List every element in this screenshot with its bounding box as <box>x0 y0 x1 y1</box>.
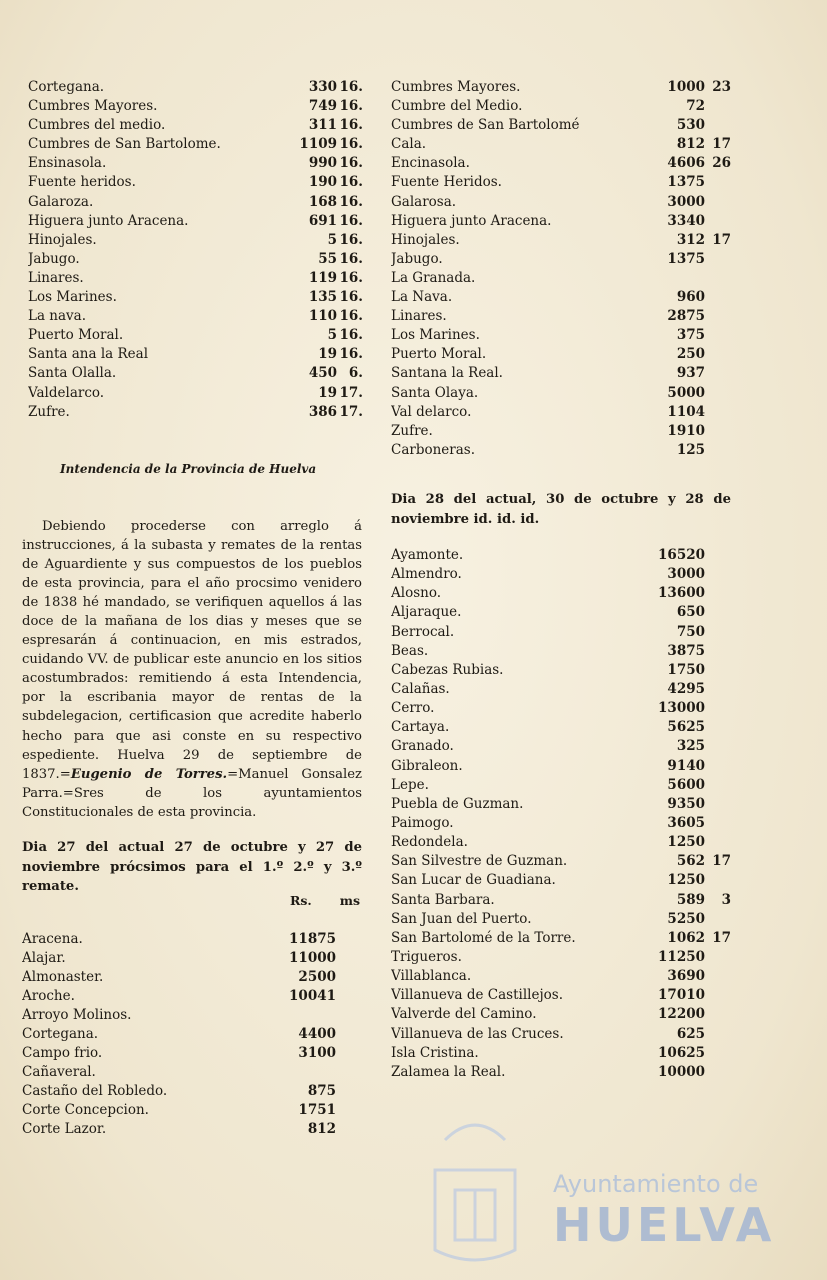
place-name: Fuente Heridos. <box>391 174 502 191</box>
place-name: Cumbres de San Bartolomé <box>391 117 580 134</box>
table-row <box>22 1063 336 1082</box>
place-name: Alosno. <box>391 585 441 602</box>
table-row <box>391 718 731 737</box>
place-name: Aljaraque. <box>391 604 462 621</box>
table-row <box>28 345 363 364</box>
table-row <box>391 1063 731 1082</box>
amount-reales: 1250 <box>667 834 705 851</box>
place-name: Cumbres Mayores. <box>391 79 521 95</box>
amount-maravedis: 6. <box>348 365 363 382</box>
amount-reales: 1375 <box>667 174 705 191</box>
table-row <box>391 193 731 212</box>
table-row <box>28 193 363 212</box>
amount-reales: 1250 <box>667 872 705 889</box>
amount-reales: 17010 <box>658 987 705 1004</box>
amount-reales: 750 <box>676 623 705 640</box>
place-name: Val delarco. <box>391 403 472 420</box>
place-name: La nava. <box>28 308 87 325</box>
amount-reales: 110 <box>308 308 337 325</box>
place-name: Santa ana la Real <box>28 346 149 363</box>
place-name: Cumbre del Medio. <box>391 98 523 115</box>
amount-reales: 13000 <box>658 700 705 717</box>
table-row <box>391 212 731 231</box>
amount-reales: 1000 <box>667 79 705 95</box>
amount-reales: 125 <box>676 441 705 458</box>
table-row <box>391 546 731 565</box>
table-row <box>22 1044 336 1063</box>
place-name: Corte Lazor. <box>22 1121 107 1137</box>
table-row <box>391 364 731 383</box>
place-name: Campo frio. <box>22 1045 103 1061</box>
place-name: San Bartolomé de la Torre. <box>391 929 576 946</box>
table-row <box>22 930 336 949</box>
amount-reales: 650 <box>676 604 705 621</box>
table-row <box>391 603 731 622</box>
amount-reales: 9140 <box>667 757 705 774</box>
amount-maravedis: 16. <box>339 174 363 191</box>
place-name: Paimogo. <box>391 814 454 831</box>
table-row <box>28 364 363 383</box>
amount-maravedis: 16. <box>339 79 363 95</box>
dia-27-heading: Dia 27 del actual 27 de octubre y 27 de noviembre prócsimos para el 1.º 2.º y 3.º remate. <box>22 840 362 894</box>
amount-maravedis: 23 <box>712 79 731 95</box>
table-row <box>391 269 731 288</box>
amount-reales: 55 <box>318 250 337 267</box>
amount-maravedis: 16. <box>339 193 363 210</box>
amount-reales: 1750 <box>667 661 705 678</box>
place-name: Aracena. <box>22 931 83 947</box>
amount-maravedis: 16. <box>339 155 363 172</box>
place-name: San Lucar de Guadiana. <box>391 872 556 889</box>
amount-reales: 119 <box>308 269 337 286</box>
place-name: Redondela. <box>391 834 468 851</box>
place-name: Cala. <box>391 136 427 153</box>
amount-reales: 589 <box>676 891 705 908</box>
place-name: Santana la Real. <box>391 365 503 382</box>
amount-reales: 530 <box>676 117 705 134</box>
amount-reales: 1109 <box>299 136 337 153</box>
table-row <box>391 852 731 871</box>
amount-maravedis: 16. <box>339 136 363 153</box>
amount-maravedis: 16. <box>339 212 363 229</box>
place-name: Zufre. <box>391 422 433 439</box>
amount-maravedis: 16. <box>339 289 363 306</box>
amount-reales: 812 <box>307 1121 336 1137</box>
place-name: Zufre. <box>28 403 70 420</box>
table-row <box>28 326 363 345</box>
amount-reales: 749 <box>308 98 337 115</box>
place-name: Linares. <box>391 308 447 325</box>
left-revenue-table <box>28 78 363 422</box>
place-name: Corte Concepcion. <box>22 1102 149 1118</box>
place-name: Cumbres de San Bartolome. <box>28 136 221 153</box>
amount-maravedis: 3 <box>721 891 731 908</box>
table-row <box>391 891 731 910</box>
place-name: Galaroza. <box>28 193 94 210</box>
place-name: Carboneras. <box>391 441 476 458</box>
place-name: Hinojales. <box>28 231 97 248</box>
place-name: Aroche. <box>22 988 75 1004</box>
amount-reales: 5625 <box>667 719 705 736</box>
place-name: San Silvestre de Guzman. <box>391 853 568 870</box>
place-name: Encinasola. <box>391 155 470 172</box>
amount-maravedis: 16. <box>339 327 363 344</box>
amount-maravedis: 17. <box>339 384 363 401</box>
table-row <box>391 699 731 718</box>
table-row <box>28 384 363 403</box>
table-row <box>391 173 731 192</box>
place-name: Ensinasola. <box>28 155 107 172</box>
amount-reales: 3000 <box>667 193 705 210</box>
table-row <box>391 384 731 403</box>
watermark-line2: HUELVA <box>553 1198 776 1252</box>
table-row <box>28 116 363 135</box>
place-name: Fuente heridos. <box>28 174 136 191</box>
table-row <box>28 403 363 422</box>
table-row <box>391 422 731 441</box>
place-name: Los Marines. <box>391 327 480 344</box>
table-row <box>28 269 363 288</box>
amount-reales: 937 <box>676 365 705 382</box>
amount-reales: 135 <box>308 289 337 306</box>
amount-reales: 4400 <box>298 1026 336 1042</box>
amount-reales: 11250 <box>658 948 705 965</box>
amount-maravedis: 17 <box>712 231 731 248</box>
amount-reales: 990 <box>308 155 337 172</box>
amount-maravedis: 17 <box>712 136 731 153</box>
amount-maravedis: 16. <box>339 231 363 248</box>
amount-maravedis: 17 <box>712 853 731 870</box>
amount-reales: 325 <box>676 738 705 755</box>
table-row <box>22 987 336 1006</box>
amount-reales: 3875 <box>667 642 705 659</box>
amount-reales: 11875 <box>289 931 336 947</box>
amount-reales: 450 <box>308 365 337 382</box>
place-name: Lepe. <box>391 776 429 793</box>
table-row <box>391 584 731 603</box>
table-row <box>28 135 363 154</box>
place-name: Arroyo Molinos. <box>22 1007 132 1023</box>
table-row <box>391 403 731 422</box>
amount-reales: 10625 <box>658 1044 705 1061</box>
dia-27-table <box>22 930 336 1139</box>
table-row <box>391 948 731 967</box>
units-header <box>290 893 360 908</box>
amount-maravedis: 16. <box>339 98 363 115</box>
table-row <box>391 776 731 795</box>
table-row <box>391 623 731 642</box>
amount-maravedis: 16. <box>339 308 363 325</box>
amount-reales: 250 <box>676 346 705 363</box>
amount-reales: 16520 <box>658 547 705 563</box>
amount-reales: 190 <box>308 174 337 191</box>
place-name: San Juan del Puerto. <box>391 910 532 927</box>
place-name: Valdelarco. <box>28 384 105 401</box>
table-row <box>391 910 731 929</box>
table-row <box>391 737 731 756</box>
place-name: Cañaveral. <box>22 1064 96 1080</box>
place-name: Cartaya. <box>391 719 450 736</box>
place-name: Villanueva de las Cruces. <box>391 1025 564 1042</box>
table-row <box>28 212 363 231</box>
table-row <box>391 814 731 833</box>
amount-maravedis: 16. <box>339 117 363 134</box>
table-row <box>22 1025 336 1044</box>
amount-reales: 691 <box>308 212 337 229</box>
amount-reales: 1062 <box>667 929 705 946</box>
amount-reales: 72 <box>686 98 705 115</box>
table-row <box>391 642 731 661</box>
table-row <box>22 1006 336 1025</box>
table-row <box>28 154 363 173</box>
table-row <box>391 250 731 269</box>
amount-reales: 2875 <box>667 308 705 325</box>
amount-reales: 330 <box>308 79 337 95</box>
table-row <box>391 231 731 250</box>
watermark-line1: Ayuntamiento de <box>553 1170 759 1198</box>
table-row <box>391 795 731 814</box>
place-name: Gibraleon. <box>391 757 463 774</box>
amount-reales: 1104 <box>667 403 705 420</box>
table-row <box>391 1025 731 1044</box>
place-name: Almonaster. <box>22 969 104 985</box>
table-row <box>391 1044 731 1063</box>
amount-reales: 2500 <box>298 969 336 985</box>
table-row <box>391 967 731 986</box>
amount-reales: 5 <box>327 327 337 344</box>
amount-reales: 386 <box>308 403 337 420</box>
table-row <box>391 680 731 699</box>
place-name: Puerto Moral. <box>391 346 487 363</box>
dia-28-heading: Dia 28 del actual, 30 de octubre y 28 de noviembre id. id. id. <box>391 492 731 527</box>
table-row <box>391 1005 731 1024</box>
table-row <box>391 661 731 680</box>
table-row <box>22 949 336 968</box>
place-name: Santa Barbara. <box>391 891 495 908</box>
table-row <box>391 326 731 345</box>
place-name: Santa Olaya. <box>391 384 479 401</box>
table-row <box>391 78 731 97</box>
amount-maravedis: 16. <box>339 250 363 267</box>
amount-reales: 3690 <box>667 968 705 985</box>
amount-reales: 3000 <box>667 566 705 583</box>
place-name: Cumbres del medio. <box>28 117 166 134</box>
table-row <box>391 116 731 135</box>
place-name: Hinojales. <box>391 231 460 248</box>
amount-reales: 13600 <box>658 585 705 602</box>
amount-reales: 375 <box>676 327 705 344</box>
table-row <box>391 833 731 852</box>
units-rs: Rs. <box>290 893 312 908</box>
place-name: Cumbres Mayores. <box>28 98 158 115</box>
intendencia-heading: Intendencia de la Provincia de Huelva <box>60 462 317 476</box>
table-row <box>391 565 731 584</box>
place-name: Cabezas Rubias. <box>391 661 504 678</box>
amount-maravedis: 16. <box>339 269 363 286</box>
place-name: La Granada. <box>391 269 476 286</box>
place-name: Calañas. <box>391 680 450 697</box>
place-name: Ayamonte. <box>391 547 464 563</box>
table-row <box>391 97 731 116</box>
table-row <box>391 135 731 154</box>
table-row <box>28 231 363 250</box>
place-name: Linares. <box>28 269 84 286</box>
place-name: Almendro. <box>391 566 462 583</box>
table-row <box>28 250 363 269</box>
amount-reales: 1375 <box>667 250 705 267</box>
place-name: Cortegana. <box>22 1026 99 1042</box>
place-name: Castaño del Robledo. <box>22 1083 168 1099</box>
announcement-part2: =Manuel Gonsalez Parra.=Sres de los ayuntamientos Constitucionales de esta provincia. <box>22 766 362 820</box>
amount-reales: 812 <box>676 136 705 153</box>
table-row <box>391 154 731 173</box>
amount-reales: 5000 <box>667 384 705 401</box>
amount-reales: 312 <box>676 231 705 248</box>
place-name: Los Marines. <box>28 289 117 306</box>
amount-maravedis: 26 <box>712 155 731 172</box>
place-name: Zalamea la Real. <box>391 1063 506 1080</box>
amount-reales: 3340 <box>667 212 705 229</box>
amount-maravedis: 17. <box>339 403 363 420</box>
amount-reales: 11000 <box>289 950 336 966</box>
place-name: Villablanca. <box>391 968 472 985</box>
place-name: Santa Olalla. <box>28 365 117 382</box>
place-name: Jabugo. <box>391 250 443 267</box>
amount-reales: 5600 <box>667 776 705 793</box>
place-name: Galarosa. <box>391 193 457 210</box>
amount-reales: 562 <box>676 853 705 870</box>
amount-reales: 960 <box>676 289 705 306</box>
table-row <box>391 986 731 1005</box>
announcement-signer: Eugenio de Torres. <box>70 766 228 782</box>
amount-reales: 168 <box>308 193 337 210</box>
amount-reales: 3605 <box>667 814 705 831</box>
amount-reales: 9350 <box>667 795 705 812</box>
place-name: La Nava. <box>391 289 453 306</box>
amount-reales: 625 <box>676 1025 705 1042</box>
amount-reales: 875 <box>307 1083 336 1099</box>
amount-reales: 19 <box>318 384 337 401</box>
table-row <box>28 173 363 192</box>
place-name: Villanueva de Castillejos. <box>391 987 563 1004</box>
table-row <box>391 757 731 776</box>
dia-28-table <box>391 546 731 1082</box>
amount-reales: 5250 <box>667 910 705 927</box>
units-ms: ms <box>339 893 360 908</box>
amount-reales: 19 <box>318 346 337 363</box>
place-name: Valverde del Camino. <box>391 1006 537 1023</box>
table-row <box>391 288 731 307</box>
amount-reales: 4295 <box>667 680 705 697</box>
place-name: Trigueros. <box>391 948 462 965</box>
place-name: Berrocal. <box>391 623 455 640</box>
table-row <box>391 871 731 890</box>
table-row <box>391 345 731 364</box>
amount-reales: 10000 <box>658 1063 705 1080</box>
table-row <box>22 968 336 987</box>
table-row <box>22 1120 336 1139</box>
place-name: Isla Cristina. <box>391 1044 479 1061</box>
place-name: Cerro. <box>391 700 435 717</box>
right-revenue-table <box>391 78 731 460</box>
amount-reales: 5 <box>327 231 337 248</box>
place-name: Alajar. <box>22 950 66 966</box>
place-name: Higuera junto Aracena. <box>28 212 189 229</box>
place-name: Granado. <box>391 738 454 755</box>
table-row <box>22 1101 336 1120</box>
table-row <box>22 1082 336 1101</box>
amount-maravedis: 16. <box>339 346 363 363</box>
announcement-paragraph <box>22 517 362 822</box>
amount-reales: 3100 <box>298 1045 336 1061</box>
place-name: Jabugo. <box>28 250 80 267</box>
table-row <box>391 307 731 326</box>
amount-reales: 311 <box>308 117 337 134</box>
amount-reales: 12200 <box>658 1006 705 1023</box>
place-name: Puerto Moral. <box>28 327 124 344</box>
amount-reales: 1751 <box>298 1102 336 1118</box>
table-row <box>391 441 731 460</box>
amount-reales: 1910 <box>667 422 705 439</box>
amount-reales: 10041 <box>289 988 336 1004</box>
place-name: Puebla de Guzman. <box>391 795 524 812</box>
table-row <box>28 97 363 116</box>
place-name: Beas. <box>391 642 429 659</box>
table-row <box>28 307 363 326</box>
place-name: Higuera junto Aracena. <box>391 212 552 229</box>
amount-maravedis: 17 <box>712 929 731 946</box>
table-row <box>391 929 731 948</box>
place-name: Cortegana. <box>28 79 105 95</box>
table-row <box>28 288 363 307</box>
amount-reales: 4606 <box>667 155 705 172</box>
table-row <box>28 78 363 97</box>
announcement-part1: Debiendo procederse con arreglo á instrucciones, á la subasta y remates de la rentas de Aguardiente y sus compuestos de los pueblos de esta provincia, para el año procsimo venidero de 1838 hé mandado, se verifiquen aquellos á las doce de la mañana de los dias y meses que se espresarán á continuacion, en mis estrados, cuidando VV. de publicar este anuncio en los sitios acostumbrados: remitiendo á esta Intendencia, por la escribania mayor de rentas de la subdelegacion, certificasion que acredite haberlo hecho para que asi conste en su respectivo espediente. Huelva 29 de septiembre de 1837.= <box>22 519 362 782</box>
